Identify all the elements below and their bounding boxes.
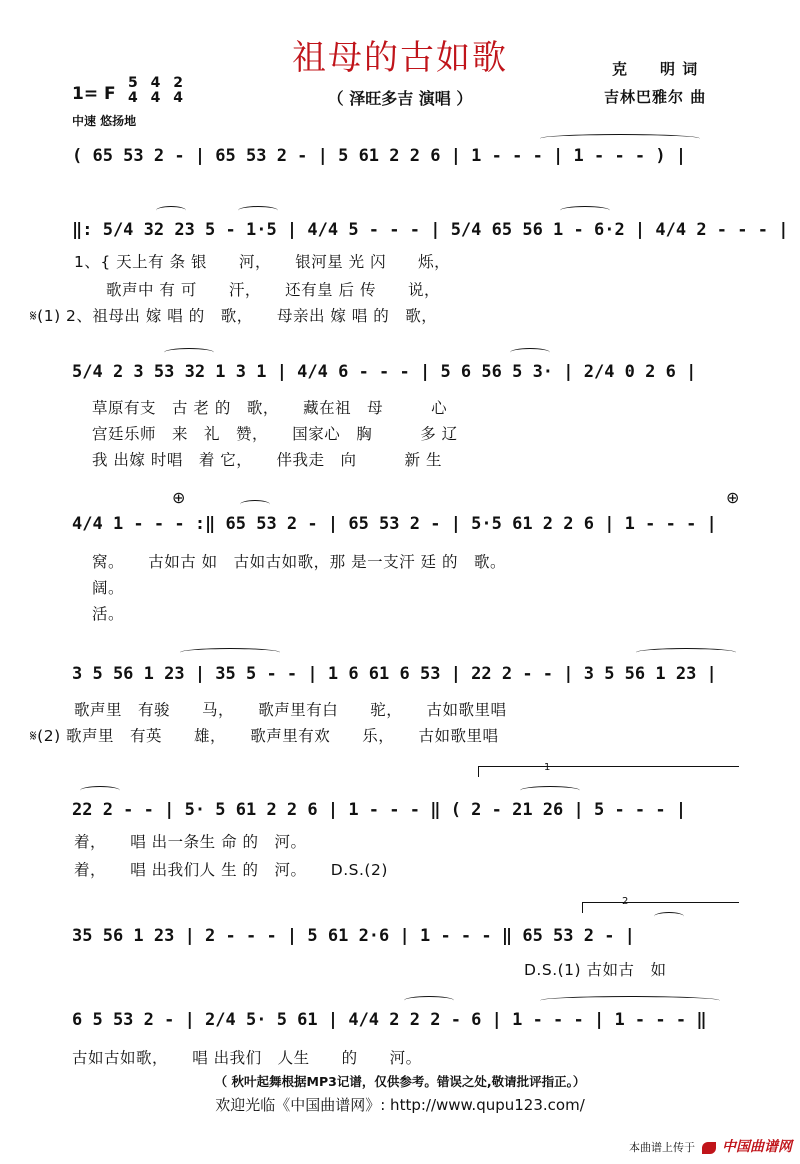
composer-credit: 吉林巴雅尔 曲: [604, 88, 707, 106]
tie: [540, 134, 700, 143]
notation-line-5: 3 5 56 1 23 | 35 5 - - | 1 6 61 6 53 | 22 2 - - | 3 5 56 1 23 |: [72, 664, 717, 684]
lyric-line: 着， 唱 出一条生 命 的 河。: [74, 833, 307, 851]
site-link[interactable]: 欢迎光临《中国曲谱网》: http://www.qupu123.com/: [215, 1096, 585, 1114]
song-title: 祖母的古如歌: [292, 38, 508, 78]
notation-line-8: 6 5 53 2 - | 2/4 5· 5 61 | 4/4 2 2 2 - 6 | 1 - - - | 1 - - - ‖: [72, 1010, 707, 1030]
slur: [238, 206, 278, 215]
lyric-line: 宫廷乐师 来 礼 赞， 国家心 胸 多 辽: [92, 425, 458, 443]
slur: [156, 206, 186, 215]
lyric-line: 1、{ 天上有 条 银 河， 银河星 光 闪 烁，: [74, 253, 451, 271]
time-signatures: 5 4 4 4 2 4: [128, 75, 183, 106]
lyric-line: 活。: [92, 605, 125, 623]
volta-label: 1: [544, 762, 551, 773]
notation-line-3: 5/4 2 3 53 32 1 3 1 | 4/4 6 - - - | 5 6 56 5 3· | 2/4 0 2 6 |: [72, 362, 697, 382]
slur: [80, 786, 120, 795]
lyric-line: 窝。 古如古 如 古如古如歌，那 是一支汗 廷 的 歌。: [92, 553, 506, 571]
notation-line-7: 35 56 1 23 | 2 - - - | 5 61 2·6 | 1 - - - ‖ 65 53 2 - |: [72, 926, 635, 946]
notation-line-2: ‖: 5/4 32 23 5 - 1·5 | 4/4 5 - - - | 5/4 65 56 1 - 6·2 | 4/4 2 - - - |: [72, 220, 789, 240]
brand-logo-icon: [702, 1142, 716, 1154]
slur: [164, 348, 214, 357]
coda-sign: ⊕: [172, 488, 186, 507]
slur: [560, 206, 610, 215]
lyric-line: 歌声里 有骏 马， 歌声里有白 驼， 古如歌里唱: [74, 701, 507, 719]
coda-sign: ⊕: [726, 488, 740, 507]
tempo-marking: 中速 悠扬地: [72, 114, 137, 128]
lyric-line: D.S.(1) 古如古 如: [524, 961, 667, 979]
slur: [636, 648, 736, 657]
brand-name: 中国曲谱网: [722, 1139, 792, 1155]
slur: [404, 996, 454, 1005]
lyric-line: 阔。: [92, 579, 125, 597]
volta-bracket: [582, 902, 739, 913]
slur: [240, 500, 270, 509]
notation-line-4: 4/4 1 - - - :‖ 65 53 2 - | 65 53 2 - | 5·5 61 2 2 6 | 1 - - - |: [72, 514, 717, 534]
slur: [510, 348, 550, 357]
key-signature: 1= F: [72, 84, 116, 104]
lyric-line: 歌声中 有 可 汗， 还有皇 后 传 说，: [74, 281, 440, 299]
lyric-line: 草原有支 古 老 的 歌， 藏在祖 母 心: [92, 399, 448, 417]
lyric-line: 古如古如歌， 唱 出我们 人生 的 河。: [72, 1049, 422, 1067]
upload-credit: 本曲谱上传于 中国曲谱网: [629, 1139, 792, 1155]
notation-line-6: 22 2 - - | 5· 5 61 2 2 6 | 1 - - - ‖ ( 2 - 21 26 | 5 - - - |: [72, 800, 687, 820]
volta-label: 2: [622, 896, 629, 907]
slur: [180, 648, 280, 657]
singer-credit: （ 泽旺多吉 演唱 ）: [327, 89, 473, 108]
tie: [540, 996, 720, 1005]
lyric-line: 着， 唱 出我们人 生 的 河。 D.S.(2): [74, 861, 388, 879]
transcription-note: （ 秋叶起舞根据MP3记谱，仅供参考。错误之处,敬请批评指正。）: [214, 1074, 586, 1089]
volta-bracket: [478, 766, 739, 777]
slur: [520, 786, 580, 795]
slur: [654, 912, 684, 921]
lyric-line: 𝄋(2) 歌声里 有英 雄， 歌声里有欢 乐， 古如歌里唱: [30, 727, 499, 745]
notation-line-1: ( 65 53 2 - | 65 53 2 - | 5 61 2 2 6 | 1 - - - | 1 - - - ) |: [72, 146, 687, 166]
lyric-line: 𝄋(1) 2、祖母出 嫁 唱 的 歌， 母亲出 嫁 唱 的 歌，: [30, 307, 438, 325]
lyric-line: 我 出嫁 时唱 着 它， 伴我走 向 新 生: [92, 451, 442, 469]
lyricist-credit: 克 明 词: [612, 60, 699, 78]
